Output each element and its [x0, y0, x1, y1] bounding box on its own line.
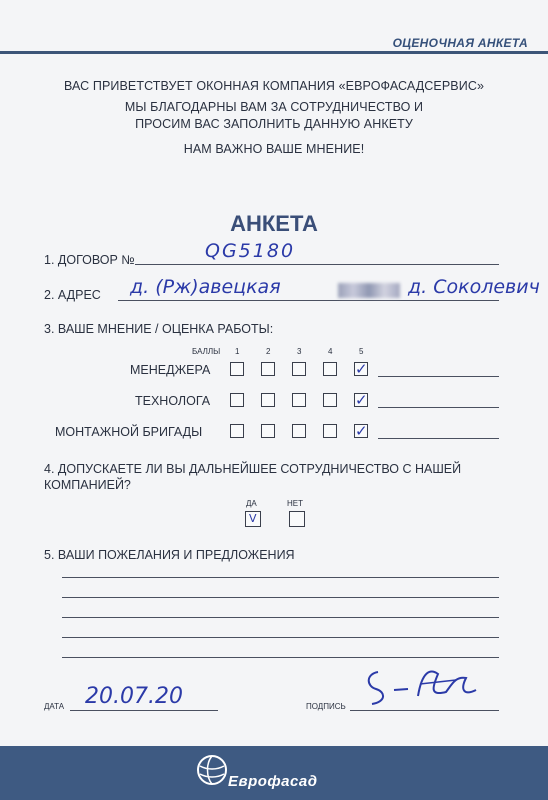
crew-score-2-checkbox[interactable] [261, 424, 275, 438]
contract-number-field[interactable]: QG5180 [205, 240, 296, 262]
suggestions-line-1[interactable] [62, 577, 499, 578]
crew-score-1-checkbox[interactable] [230, 424, 244, 438]
yes-checkbox[interactable] [245, 511, 261, 527]
crew-score-4-checkbox[interactable] [323, 424, 337, 438]
intro-line-4: НАМ ВАЖНО ВАШЕ МНЕНИЕ! [183, 142, 365, 156]
crew-comment-line [378, 438, 499, 439]
rating-scale-4: 4 [328, 347, 333, 356]
survey-header-title: ОЦЕНОЧНАЯ АНКЕТА [392, 36, 528, 50]
manager-score-5-checkbox[interactable] [354, 362, 368, 376]
yes-mark: V [249, 512, 257, 525]
no-checkbox[interactable] [289, 511, 305, 527]
handwritten-signature [360, 662, 485, 710]
manager-score-4-checkbox[interactable] [323, 362, 337, 376]
rating-scale-label: БАЛЛЫ [192, 347, 221, 356]
rating-row-technologist-label: ТЕХНОЛОГА [135, 394, 211, 408]
suggestions-line-3[interactable] [62, 617, 499, 618]
crew-score-5-checkbox[interactable] [354, 424, 368, 438]
signature-line [350, 710, 499, 711]
technologist-score-4-checkbox[interactable] [323, 393, 337, 407]
rating-scale-2: 2 [266, 347, 271, 356]
suggestions-label: 5. ВАШИ ПОЖЕЛАНИЯ И ПРЕДЛОЖЕНИЯ [44, 548, 295, 562]
intro-line-1: ВАС ПРИВЕТСТВУЕТ ОКОННАЯ КОМПАНИЯ «ЕВРОФАСАДСЕРВИС» [63, 79, 485, 93]
address-line [118, 300, 499, 301]
manager-score-2-checkbox[interactable] [261, 362, 275, 376]
cooperation-question-line-2: КОМПАНИЕЙ? [44, 478, 131, 492]
technologist-score-5-checkbox[interactable] [354, 393, 368, 407]
rating-scale-3: 3 [297, 347, 302, 356]
signature-label: ПОДПИСЬ [306, 702, 346, 711]
date-line [70, 710, 218, 711]
no-label: НЕТ [287, 499, 303, 508]
manager-score-1-checkbox[interactable] [230, 362, 244, 376]
date-field[interactable]: 20.07.20 [85, 684, 183, 709]
address-field-part-2[interactable]: д. Соколевич [408, 276, 540, 298]
form-title: АНКЕТА [230, 211, 318, 236]
technologist-score-2-checkbox[interactable] [261, 393, 275, 407]
header-divider [0, 51, 548, 54]
yes-label: ДА [246, 499, 257, 508]
contract-line [135, 264, 499, 265]
crew-score-3-checkbox[interactable] [292, 424, 306, 438]
address-label: 2. АДРЕС [44, 288, 101, 302]
check-mark-icon: ✓ [355, 422, 368, 440]
suggestions-line-5[interactable] [62, 657, 499, 658]
check-mark-icon: ✓ [355, 391, 368, 409]
redacted-address-blur [338, 283, 400, 298]
technologist-comment-line [378, 407, 499, 408]
technologist-score-3-checkbox[interactable] [292, 393, 306, 407]
rating-row-manager-label: МЕНЕДЖЕРА [130, 363, 211, 377]
contract-label: 1. ДОГОВОР № [44, 253, 135, 267]
suggestions-line-4[interactable] [62, 637, 499, 638]
intro-line-2: МЫ БЛАГОДАРНЫ ВАМ ЗА СОТРУДНИЧЕСТВО И [124, 100, 424, 114]
date-label: ДАТА [44, 702, 65, 711]
rating-scale-1: 1 [235, 347, 240, 356]
footer-logo-text: Еврофасад [228, 773, 318, 790]
check-mark-icon: ✓ [355, 360, 368, 378]
cooperation-question-line-1: 4. ДОПУСКАЕТЕ ЛИ ВЫ ДАЛЬНЕЙШЕЕ СОТРУДНИЧЕСТВО С НАШЕЙ [44, 462, 462, 476]
intro-line-3: ПРОСИМ ВАС ЗАПОЛНИТЬ ДАННУЮ АНКЕТУ [135, 117, 413, 131]
globe-logo-icon [195, 753, 229, 787]
suggestions-line-2[interactable] [62, 597, 499, 598]
rating-row-crew-label: МОНТАЖНОЙ БРИГАДЫ [55, 425, 203, 439]
rating-scale-5: 5 [359, 347, 364, 356]
address-field-part-1[interactable]: д. (Рж)авецкая [130, 276, 281, 298]
rating-label: 3. ВАШЕ МНЕНИЕ / ОЦЕНКА РАБОТЫ: [44, 322, 274, 336]
manager-comment-line [378, 376, 499, 377]
technologist-score-1-checkbox[interactable] [230, 393, 244, 407]
manager-score-3-checkbox[interactable] [292, 362, 306, 376]
